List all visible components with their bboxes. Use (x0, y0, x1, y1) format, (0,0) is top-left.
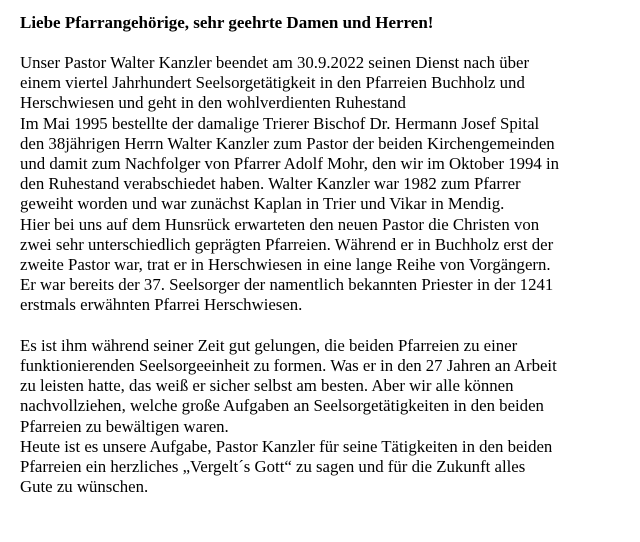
text-line: zwei sehr unterschiedlich geprägten Pfarreien. Während er in Buchholz erst der (20, 234, 554, 254)
text-line: geweiht worden und war zunächst Kaplan in Trier und Vikar in Mendig. (20, 194, 505, 214)
text-line: den Ruhestand verabschiedet haben. Walter Kanzler war 1982 zum Pfarrer (20, 174, 521, 194)
text-line: Herschwiesen und geht in den wohlverdienten Ruhestand (20, 93, 406, 113)
text-line: Pfarreien ein herzliches „Vergelt´s Gott“ zu sagen und für die Zukunft alles (20, 457, 526, 477)
text-line: und damit zum Nachfolger von Pfarrer Adolf Mohr, den wir im Oktober 1994 in (20, 154, 560, 174)
text-line: Heute ist es unsere Aufgabe, Pastor Kanzler für seine Tätigkeiten in den beiden (20, 436, 553, 456)
paragraph-thanks (20, 336, 632, 498)
text-line: nachvollziehen, welche große Aufgaben an Seelsorgetätigkeiten in den beiden (20, 396, 544, 416)
text-line: erstmals erwähnten Pfarrei Herschwiesen. (20, 295, 303, 315)
paragraph-spacer (20, 316, 632, 336)
text-line: Es ist ihm während seiner Zeit gut gelungen, die beiden Pfarreien zu einer (20, 335, 518, 355)
text-line: funktionierenden Seelsorgeeinheit zu formen. Was er in den 27 Jahren an Arbeit (20, 356, 557, 376)
text-line: Unser Pastor Walter Kanzler beendet am 30.9.2022 seinen Dienst nach über (20, 53, 530, 72)
paragraph-retirement-history (20, 53, 632, 316)
text-line: zu leisten hatte, das weiß er sicher selbst am besten. Aber wir alle können (20, 376, 514, 396)
text-line: Pfarreien zu bewältigen waren. (20, 416, 229, 436)
text-line: Gute zu wünschen. (20, 477, 149, 497)
text-line: Hier bei uns auf dem Hunsrück erwarteten den neuen Pastor die Christen von (20, 214, 540, 234)
text-line: Im Mai 1995 bestellte der damalige Trierer Bischof Dr. Hermann Josef Spital (20, 113, 540, 133)
letter-document (20, 13, 632, 497)
text-line: den 38jährigen Herrn Walter Kanzler zum Pastor der beiden Kirchengemeinden (20, 133, 555, 153)
text-line: einem viertel Jahrhundert Seelsorgetätigkeit in den Pfarreien Buchholz und (20, 73, 525, 93)
letter-salutation: Liebe Pfarrangehörige, sehr geehrte Damen und Herren! (20, 13, 434, 32)
text-line: zweite Pastor war, trat er in Herschwiesen in eine lange Reihe von Vorgängern. (20, 255, 551, 275)
text-line: Er war bereits der 37. Seelsorger der namentlich bekannten Priester in der 1241 (20, 275, 554, 295)
